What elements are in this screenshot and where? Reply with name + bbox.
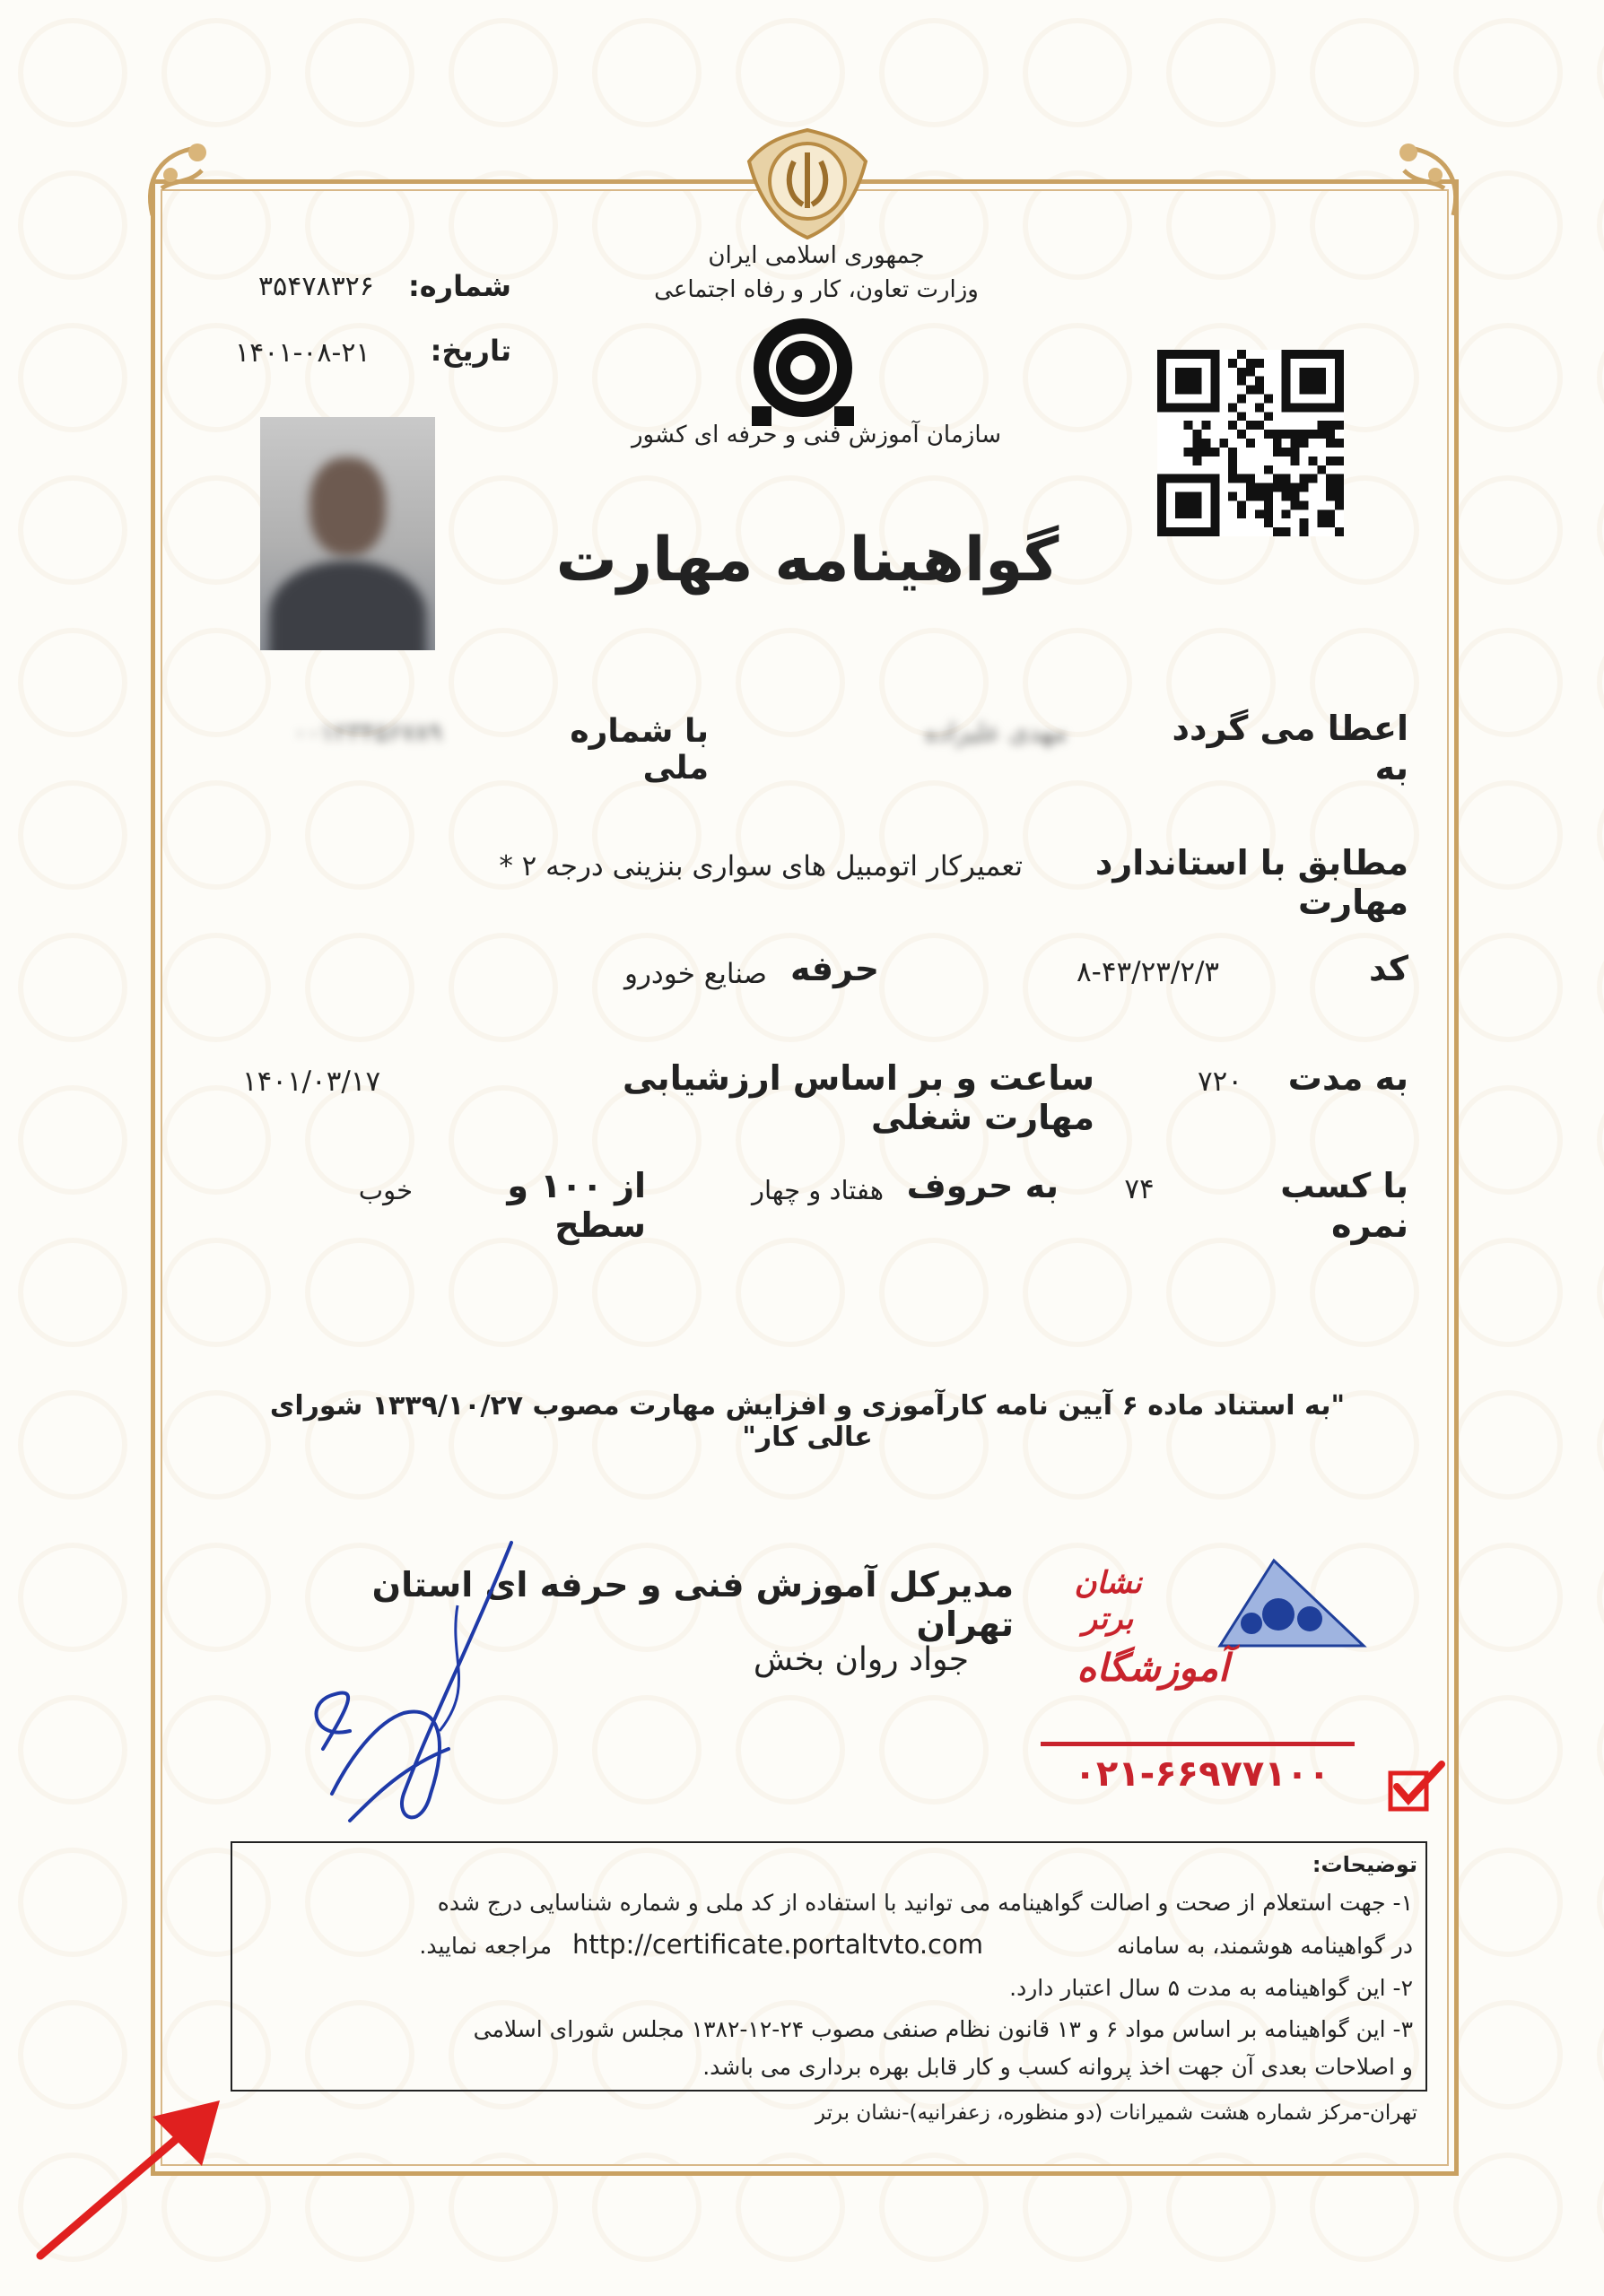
watermark-mark [1597, 2152, 1604, 2262]
score-label: با کسب نمره [1280, 1166, 1408, 1245]
note-line-1: ۱- جهت استعلام از صحت و اصالت گواهینامه می توانید با استفاده از کد ملی و شماره شناسایی درج شده [437, 1890, 1413, 1916]
watermark-mark [1597, 1390, 1604, 1500]
organization-name: سازمان آموزش فنی و حرفه ای کشور [631, 422, 1002, 448]
certificate-title: گواهینامه مهارت [555, 525, 1059, 596]
note-line-2b: مراجعه نمایید. [419, 1933, 552, 1959]
watermark-mark [18, 1238, 127, 1347]
notes-heading: توضیحات: [1312, 1852, 1417, 1877]
duration-value: ۷۲۰ [1198, 1065, 1242, 1098]
stamp-phone: ۰۲۱-۶۶۹۷۷۱۰۰ [1074, 1753, 1330, 1795]
level-value: خوب [358, 1175, 413, 1205]
watermark-mark [592, 18, 702, 127]
watermark-mark [1453, 628, 1563, 737]
watermark-mark [18, 1848, 127, 1957]
granted-label: اعطا می گردد به [1172, 709, 1408, 787]
holder-name: مهدی علیزاده [924, 718, 1068, 747]
watermark-mark [1453, 1543, 1563, 1652]
number-label: شماره: [407, 269, 511, 303]
watermark-mark [1453, 1695, 1563, 1805]
words-label: به حروف [906, 1166, 1059, 1205]
watermark-mark [1597, 1848, 1604, 1957]
watermark-mark [1453, 2000, 1563, 2109]
watermark-mark [1453, 475, 1563, 585]
watermark-mark [1597, 2000, 1604, 2109]
watermark-mark [305, 18, 414, 127]
watermark-mark [18, 628, 127, 737]
note-line-4: ۳- این گواهینامه بر اساس مواد ۶ و ۱۳ قانون نظام صنفی مصوب ۲۴-۱۲-۱۳۸۲ مجلس شورای اسلامی [473, 2016, 1413, 2042]
watermark-mark [1597, 1543, 1604, 1652]
watermark-mark [1453, 323, 1563, 432]
date-value: ۱۴۰۱-۰۸-۲۱ [235, 337, 370, 369]
red-arrow-icon [27, 2090, 233, 2269]
watermark-mark [1597, 475, 1604, 585]
qr-code-icon[interactable] [1157, 350, 1344, 536]
holder-photo [260, 417, 435, 650]
institute-stamp-icon [1032, 1525, 1373, 1758]
watermark-mark [1453, 1238, 1563, 1347]
watermark-mark [18, 1390, 127, 1500]
watermark-mark [1453, 1848, 1563, 1957]
decree-text: "به استناد ماده ۶ آیین نامه کارآموزی و افزایش مهارت مصوب ۱۳۳۹/۱۰/۲۷ شورای عالی کار" [269, 1390, 1346, 1453]
date-label: تاریخ: [430, 334, 511, 368]
note-line-3: ۲- این گواهینامه به مدت ۵ سال اعتبار دارد. [1009, 1975, 1413, 2001]
stamp-name-bottom: آموزشگاه [1077, 1646, 1229, 1690]
watermark-mark [18, 933, 127, 1042]
tvto-logo-icon [736, 312, 870, 429]
stamp-name-top: نشان برتر [1074, 1565, 1142, 1637]
corner-ornament-icon [1382, 135, 1471, 224]
duration-label: به مدت [1287, 1058, 1408, 1098]
corner-ornament-icon [135, 135, 224, 224]
watermark-mark [18, 1085, 127, 1195]
watermark-mark [1023, 18, 1132, 127]
note-line-5: و اصلاحات بعدی آن جهت اخذ پروانه کسب و کار قابل بهره برداری می باشد. [702, 2054, 1413, 2080]
watermark-mark [1453, 18, 1563, 127]
code-value: ۸-۴۳/۲۳/۲/۳ [1077, 956, 1220, 988]
national-id-label: با شماره ملی [570, 713, 709, 787]
note-line-2a: در گواهینامه هوشمند، به سامانه [1117, 1933, 1413, 1959]
iran-emblem-icon [740, 126, 875, 242]
watermark-mark [1166, 18, 1276, 127]
watermark-mark [1453, 780, 1563, 890]
code-label: کد [1368, 949, 1408, 988]
watermark-mark [1453, 1085, 1563, 1195]
watermark-mark [1453, 2152, 1563, 2262]
watermark-mark [18, 170, 127, 280]
watermark-mark [1597, 323, 1604, 432]
watermark-mark [1597, 628, 1604, 737]
watermark-mark [1597, 1695, 1604, 1805]
republic-name: جمهوری اسلامی ایران [708, 242, 925, 269]
watermark-mark [18, 1543, 127, 1652]
hours-label: ساعت و بر اساس ارزشیابی مهارت شغلی [622, 1058, 1094, 1137]
watermark-mark [1597, 1085, 1604, 1195]
national-id-value: ۰۰۱۲۳۴۵۶۷۸۹ [293, 718, 442, 747]
standard-label: مطابق با استاندارد مهارت [1094, 843, 1408, 922]
watermark-mark [18, 780, 127, 890]
watermark-mark [879, 18, 989, 127]
watermark-mark [1597, 170, 1604, 280]
watermark-mark [1597, 18, 1604, 127]
number-value: ۳۵۴۷۸۳۲۶ [258, 271, 374, 302]
footer-address: تهران-مرکز شماره هشت شمیرانات (دو منظوره، زعفرانیه)-نشان برتر [815, 2101, 1417, 2125]
signatory-name: جواد روان بخش [753, 1641, 969, 1678]
score-value: ۷۴ [1124, 1173, 1155, 1205]
signature-icon [296, 1525, 547, 1866]
ministry-name: وزارت تعاون، کار و رفاه اجتماعی [654, 276, 979, 303]
watermark-mark [1597, 780, 1604, 890]
trade-label: حرفه [790, 949, 879, 988]
out-of-label: از ۱۰۰ و سطح [507, 1166, 646, 1245]
watermark-mark [1453, 933, 1563, 1042]
watermark-mark [1597, 1238, 1604, 1347]
watermark-mark [18, 18, 127, 127]
watermark-mark [18, 1695, 127, 1805]
checkmark-icon [1386, 1760, 1449, 1813]
standard-value: تعمیرکار اتومبیل های سواری بنزینی درجه ۲ * [499, 850, 1023, 883]
watermark-mark [1453, 1390, 1563, 1500]
note-url-link[interactable]: http://certificate.portaltvto.com [572, 1929, 983, 1960]
evaluation-date: ۱۴۰۱/۰۳/۱۷ [242, 1065, 381, 1098]
watermark-mark [449, 18, 558, 127]
watermark-mark [18, 323, 127, 432]
watermark-mark [161, 18, 271, 127]
watermark-mark [1310, 18, 1419, 127]
watermark-mark [1597, 933, 1604, 1042]
watermark-mark [736, 18, 845, 127]
watermark-mark [18, 475, 127, 585]
trade-value: صنایع خودرو [623, 958, 767, 990]
signatory-title: مدیرکل آموزش فنی و حرفه ای استان تهران [371, 1565, 1014, 1644]
words-value: هفتاد و چهار [751, 1175, 884, 1205]
